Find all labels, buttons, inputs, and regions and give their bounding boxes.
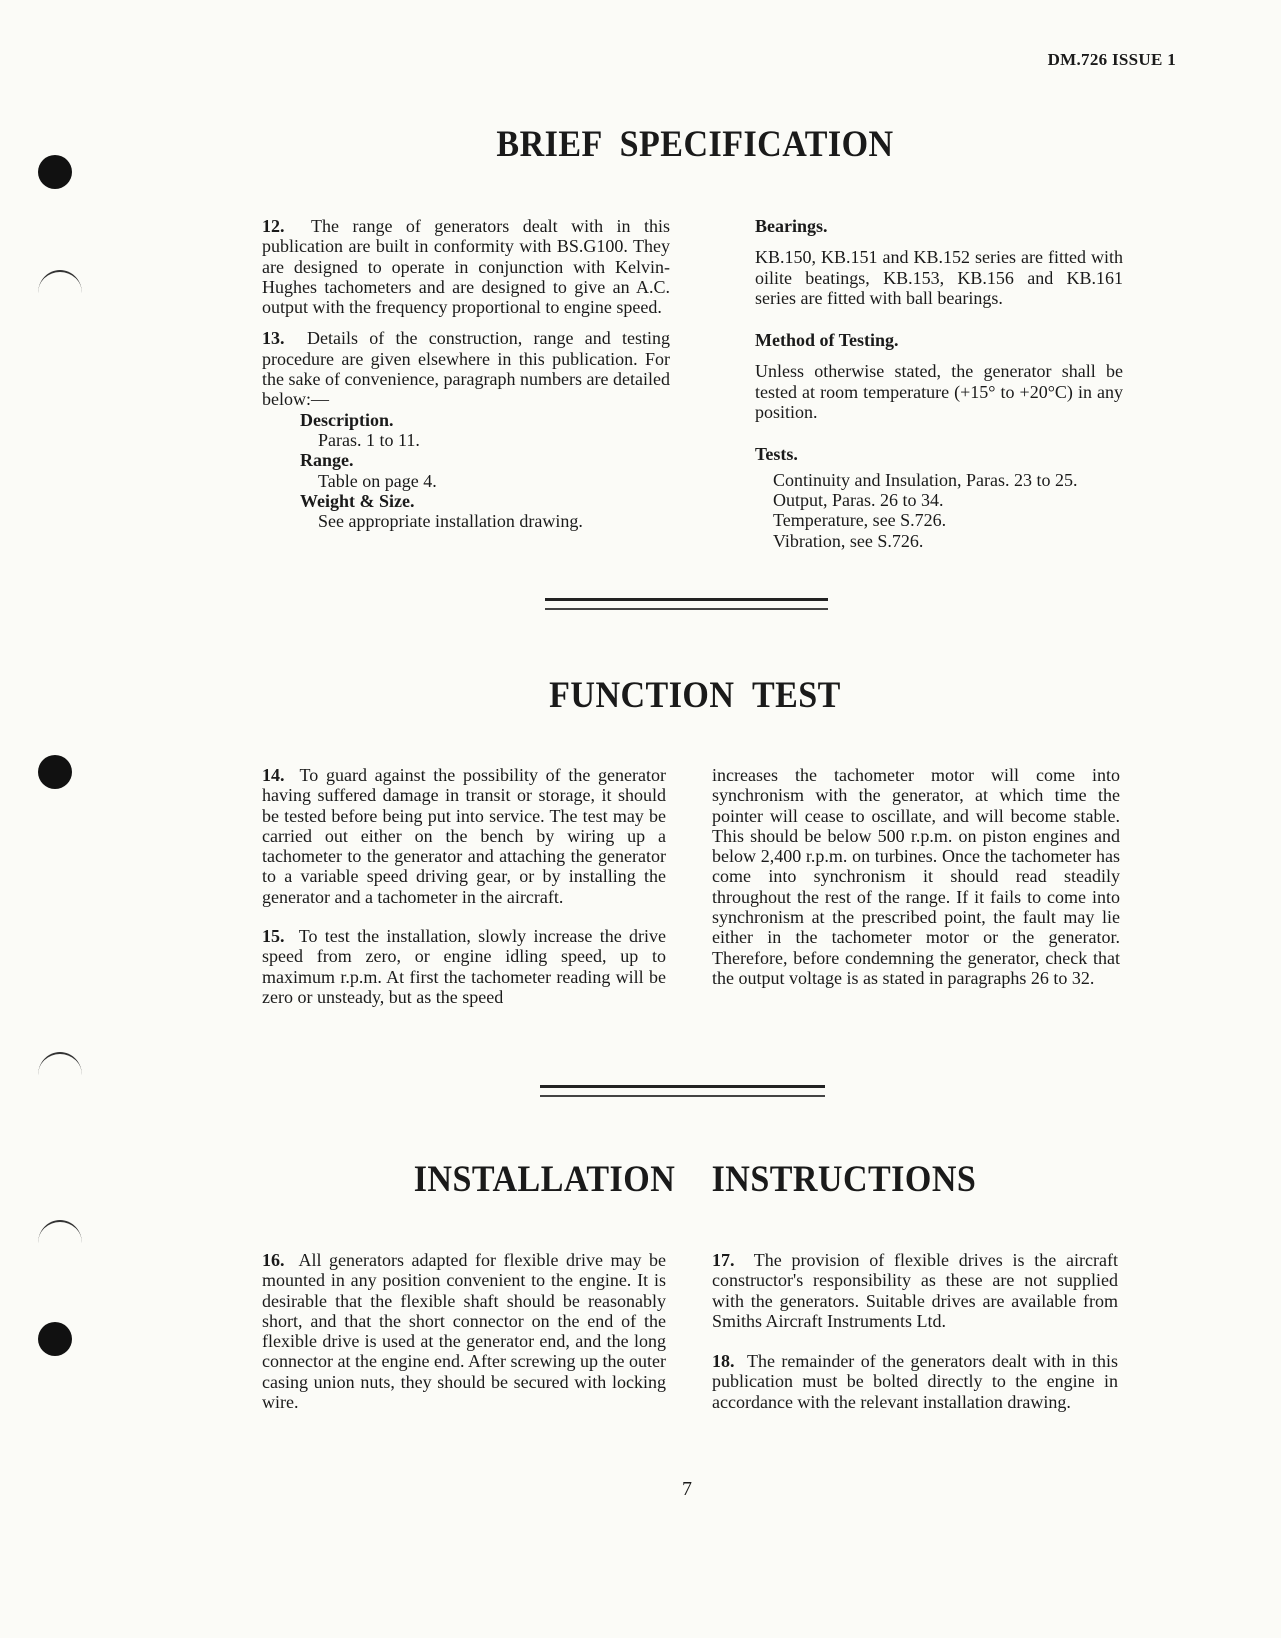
tests-list (773, 470, 1123, 551)
method-heading: Method of Testing. (755, 330, 899, 351)
function-test-left-column (262, 765, 666, 1018)
list-value-description: Paras. 1 to 11. (318, 429, 420, 450)
page-number: 7 (682, 1478, 692, 1500)
function-test-right-column (712, 765, 1120, 999)
binder-hole (38, 1322, 72, 1356)
brief-spec-right-column (755, 216, 1123, 551)
paragraph-18 (712, 1351, 1118, 1412)
para-number: 14. (262, 765, 285, 785)
method-text: Unless otherwise stated, the generator shall be tested at room temperature (+15° to +20°C) in any position. (755, 361, 1123, 423)
para-text: To test the installation, slowly increase the drive speed from zero, or engine idling speed, up to maximum r.p.m. At first the tachometer reading will be zero or unsteady, but as the speed (262, 926, 666, 1007)
para-text: The provision of flexible drives is the aircraft constructor's responsibility as these are not supplied with the generators. Suitable drives are available from Smiths Aircraft Instruments Ltd. (712, 1250, 1118, 1331)
list-label-range: Range. (300, 450, 354, 471)
paragraph-15-continued: increases the tachometer motor will come into synchronism with the generator, at which time the pointer will cease to oscillate, and will become stable. This should be below 500 r.p.m. on piston engines and below 2,400 r.p.m. on turbines. Once the tachometer has come into synchronism it should read steadily throughout the rest of the range. If it fails to come into synchronism at the prescribed point, the fault may lie either in the tachometer motor or the generator. Therefore, before condemning the generator, check that the output voltage is as stated in paragraphs 26 to 32. (712, 765, 1120, 988)
section-divider (545, 598, 828, 610)
bearings-text: KB.150, KB.151 and KB.152 series are fitted with oilite beatings, KB.153, KB.156 and KB.161 series are fitted with ball bearings. (755, 247, 1123, 308)
para-number: 13. (262, 328, 285, 349)
paragraph-12 (262, 216, 670, 317)
para-text: To guard against the possibility of the generator having suffered damage in transit or storage, it should be tested before being put into service. The test may be carried out either on the bench by wiring up a tachometer to the generator and attaching the generator to a variable speed driving gear, or by installing the generator and a tachometer in the aircraft. (262, 765, 666, 907)
binder-hole-arc (38, 1220, 82, 1266)
tests-item: Temperature, see S.726. (773, 510, 947, 531)
tests-heading: Tests. (755, 444, 798, 465)
para-number: 16. (262, 1250, 285, 1270)
list-value-range: Table on page 4. (318, 470, 437, 491)
para-number: 18. (712, 1351, 735, 1372)
paragraph-16 (262, 1250, 666, 1412)
list-value-weight-size: See appropriate installation drawing. (318, 511, 583, 532)
section-title-brief-specification: BRIEF SPECIFICATION (496, 124, 894, 165)
para-number: 12. (262, 216, 285, 236)
para-text: The range of generators dealt with in this publication are built in conformity with BS.G100. They are designed to operate in conjunction with Kelvin-Hughes tachometers and are designed to give an A.C. output with the frequency proportional to engine speed. (262, 216, 670, 318)
paragraph-15 (262, 926, 666, 1007)
bearings-heading: Bearings. (755, 216, 828, 236)
document-id: DM.726 ISSUE 1 (1047, 50, 1176, 69)
tests-item: Output, Paras. 26 to 34. (773, 489, 944, 510)
paragraph-14 (262, 765, 666, 907)
binder-hole-arc (38, 1052, 82, 1098)
section-title-installation-instructions: INSTALLATION INSTRUCTIONS (413, 1159, 977, 1200)
installation-right-column (712, 1250, 1118, 1423)
para-number: 15. (262, 926, 285, 947)
tests-item: Vibration, see S.726. (773, 530, 924, 551)
brief-spec-left-column (262, 216, 670, 531)
list-label-description: Description. (300, 409, 394, 430)
paragraph-17 (712, 1250, 1118, 1331)
list-label-weight-size: Weight & Size. (300, 490, 415, 511)
binder-hole-arc (38, 270, 82, 316)
para-text: Details of the construction, range and testing procedure are given elsewhere in this publication. For the sake of convenience, paragraph numbers are detailed below:— (262, 328, 670, 410)
para-text: The remainder of the generators dealt with in this publication must be bolted directly to the engine in accordance with the relevant installation drawing. (712, 1351, 1118, 1412)
binder-hole (38, 755, 72, 789)
paragraph-13 (262, 328, 670, 409)
section-title-function-test: FUNCTION TEST (549, 675, 841, 716)
para-text: All generators adapted for flexible drive may be mounted in any position convenient to the engine. It is desirable that the flexible shaft should be reasonably short, and that the short connector on the end of the flexible drive is used at the generator end, and the long connector at the engine end. After screwing up the outer casing union nuts, they should be secured with locking wire. (262, 1250, 667, 1413)
tests-item: Continuity and Insulation, Paras. 23 to 25. (773, 469, 1078, 490)
installation-left-column (262, 1250, 666, 1423)
para-number: 17. (712, 1250, 735, 1270)
section-divider (540, 1085, 825, 1097)
